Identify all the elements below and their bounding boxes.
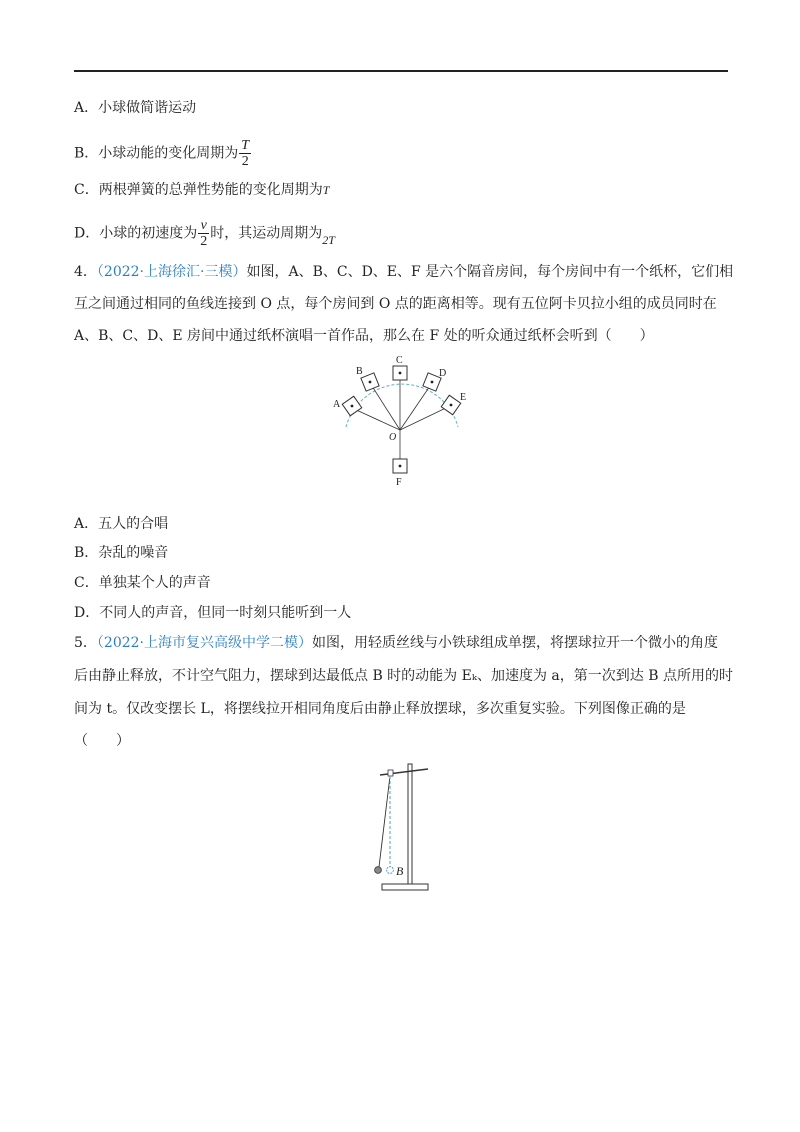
rooms — [342, 366, 460, 473]
question-text: 互之间通过相同的鱼线连接到 O 点，每个房间到 O 点的距离相等。现有五位阿卡贝拉小组的成员同时在 — [74, 296, 717, 312]
option-letter: C． — [74, 575, 99, 591]
option-text: 杂乱的噪音 — [98, 545, 169, 561]
q5-pendulum-figure — [368, 758, 440, 898]
stand-base — [382, 884, 428, 890]
fraction-numerator: T — [241, 138, 250, 153]
option-letter: A． — [74, 100, 99, 116]
fraction-v-over-2 — [198, 218, 209, 249]
label-d: D — [439, 368, 447, 379]
fraction-numerator: v — [198, 218, 209, 234]
label-c: C — [396, 355, 403, 366]
label-a: A — [333, 399, 341, 410]
q4-option-c — [74, 573, 211, 593]
option-text: 小球的初速度为 — [99, 225, 198, 242]
label-e: E — [460, 392, 467, 403]
q3-option-c — [74, 180, 329, 200]
q3-option-d — [74, 218, 335, 249]
option-text: 单独某个人的声音 — [98, 575, 211, 591]
label-b: B — [396, 864, 404, 878]
option-text: 不同人的声音，但同一时刻只能听到一人 — [99, 605, 352, 621]
q5-stem-line-3 — [74, 699, 686, 719]
q4-stem-line-3 — [74, 326, 654, 346]
question-text: 间为 t。仅改变摆长 L，将摆线拉开相同角度后由静止释放摆球，多次重复实验。下列图像正确的是 — [74, 701, 686, 717]
label-b: B — [356, 366, 363, 377]
option-letter: D． — [74, 225, 100, 242]
option-text: 两根弹簧的总弹性势能的变化周期为 — [98, 182, 323, 198]
question-number: 4． — [74, 264, 97, 280]
q3-option-a — [74, 98, 196, 118]
header-rule — [74, 70, 728, 72]
question-text: 如图，A、B、C、D、E、F 是六个隔音房间，每个房间中有一个纸杯，它们相 — [246, 264, 734, 280]
q4-stem-line-2 — [74, 294, 717, 314]
question-text: 后由静止释放，不计空气阻力，摆球到达最低点 B 时的动能为 Eₖ、加速度为 a，第一次到达 B 点所用的时 — [74, 668, 733, 684]
question-source: （2022·上海市复兴高级中学二模） — [96, 635, 313, 651]
q4-option-a — [74, 514, 168, 534]
q5-stem-line-1 — [74, 633, 718, 653]
question-number: 5． — [74, 635, 97, 651]
option-text: 时，其运动周期为 — [210, 225, 323, 242]
q4-stem-line-1 — [74, 262, 733, 282]
fraction-t-over-2 — [239, 138, 251, 169]
q3-option-b — [74, 138, 252, 169]
question-source: （2022·上海徐汇·三模） — [96, 264, 247, 280]
period-symbol: 2T — [322, 232, 335, 247]
option-letter: A． — [74, 516, 99, 532]
pendulum-string — [379, 776, 390, 867]
option-letter: C． — [74, 182, 99, 198]
arc-dashed — [346, 384, 458, 427]
clamp — [388, 770, 393, 776]
q5-stem-line-4 — [74, 731, 130, 751]
option-text: 小球做简谐运动 — [98, 100, 197, 116]
fraction-denominator: 2 — [241, 154, 249, 169]
label-o: O — [389, 432, 397, 443]
option-text: 小球动能的变化周期为 — [98, 145, 239, 162]
question-text: 如图，用轻质丝线与小铁球组成单摆，将摆球拉开一个微小的角度 — [312, 635, 719, 651]
q4-rooms-figure — [330, 352, 470, 488]
option-letter: B． — [74, 545, 99, 561]
q5-stem-line-2 — [74, 666, 733, 686]
stand-crossbar — [380, 769, 428, 775]
option-text: 五人的合唱 — [98, 516, 169, 532]
stand-pole — [408, 764, 412, 884]
q4-option-d — [74, 603, 351, 623]
pendulum-bob — [375, 867, 382, 874]
answer-blank: （ ） — [74, 733, 130, 749]
label-f: F — [396, 477, 402, 488]
q4-option-b — [74, 543, 168, 563]
lowest-point-b — [387, 867, 394, 874]
option-letter: D． — [74, 605, 100, 621]
question-text: A、B、C、D、E 房间中通过纸杯演唱一首作品，那么在 F 处的听众通过纸杯会听到（ ） — [74, 328, 654, 344]
fraction-denominator: 2 — [200, 234, 208, 249]
option-letter: B． — [74, 145, 99, 162]
period-symbol: T — [322, 183, 330, 197]
